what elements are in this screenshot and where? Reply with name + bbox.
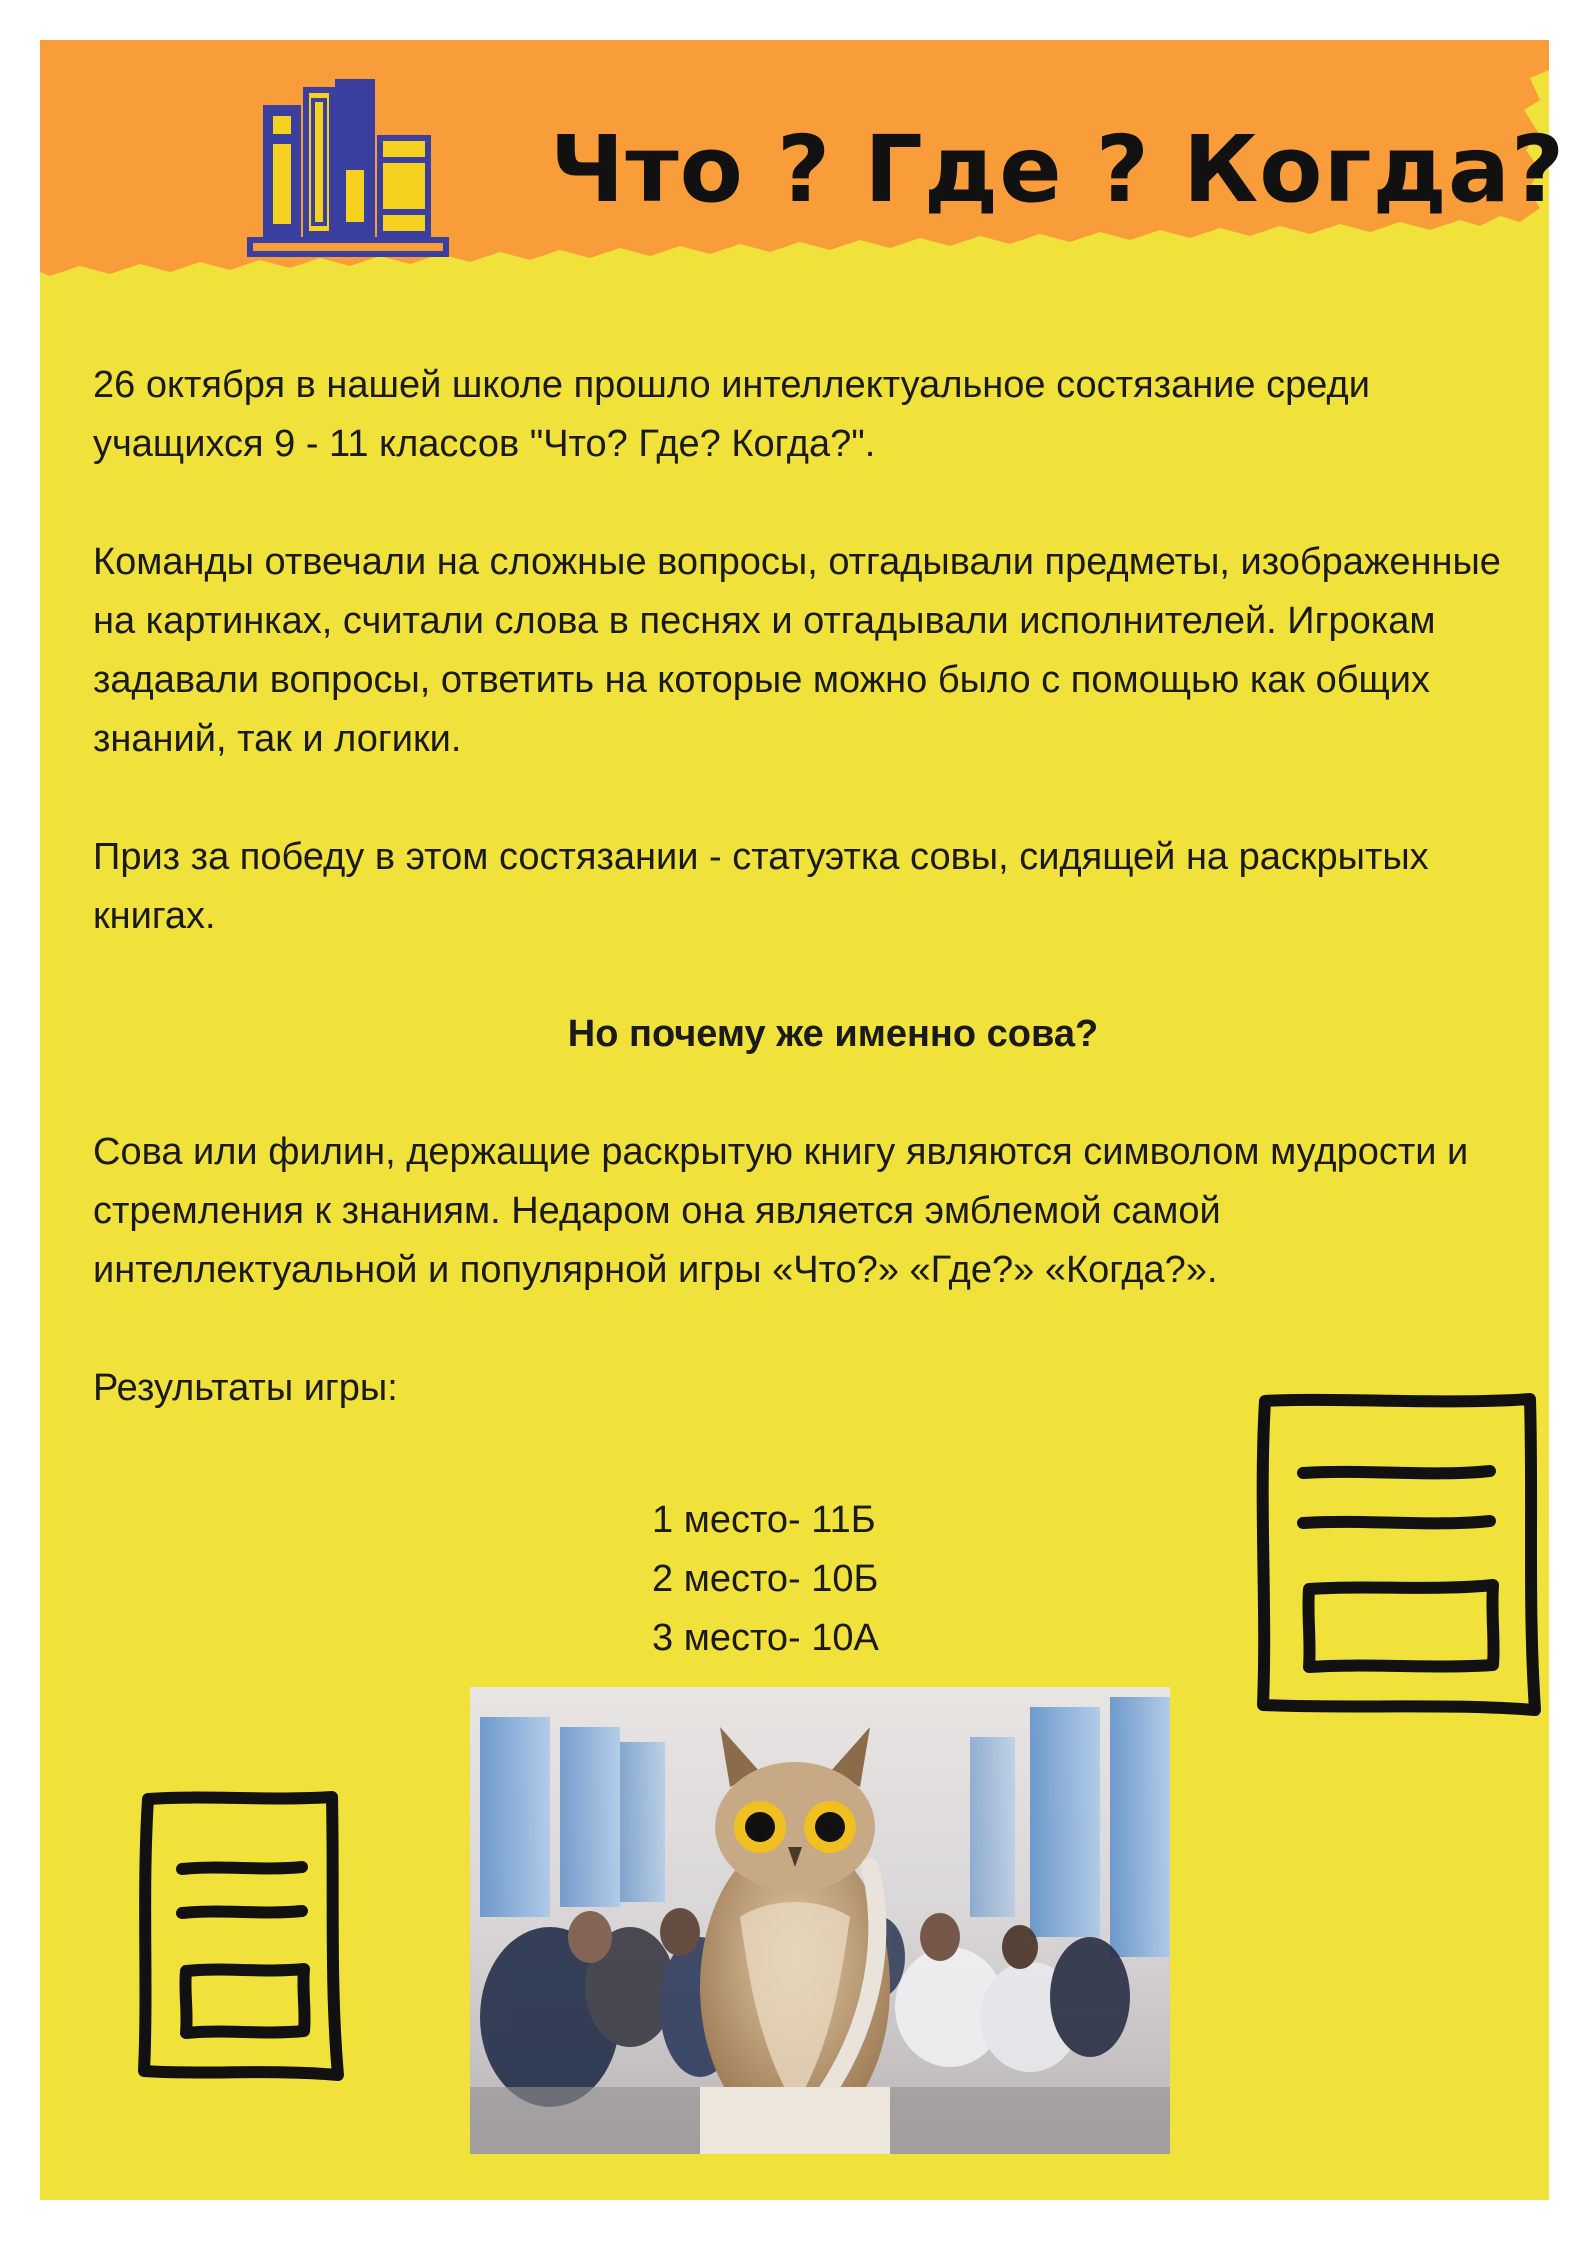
books-icon (210, 60, 450, 265)
section-heading: Но почему же именно сова? (567, 1013, 1099, 1055)
article-body (93, 356, 1503, 1418)
poster-page (40, 40, 1566, 2200)
paragraph-teams: Команды отвечали на сложные вопросы, отгадывали предметы, изображенные на картинках, считали слова в песнях и отгадывали исполнителей. Игрокам задавали вопросы, ответить на которые можно было с помощью как общих знаний, так и логики. (93, 541, 1501, 760)
result-first: 1 место- 11Б (652, 1499, 876, 1541)
paragraph-prize: Приз за победу в этом состязании - статуэтка совы, сидящей на раскрытых книгах. (93, 836, 1429, 937)
owl-statuette-photo (470, 1687, 1170, 2154)
paragraph-intro: 26 октября в нашей школе прошло интеллектуальное состязание среди учащихся 9 - 11 классов "Что? Где? Когда?". (93, 364, 1370, 465)
result-second: 2 место- 10Б (652, 1558, 879, 1600)
owl-statuette (700, 1727, 890, 2154)
paragraph-owl: Сова или филин, держащие раскрытую книгу являются символом мудрости и стремления к знаниям. Недаром она является эмблемой самой интеллектуальной и популярной игры «Что?» «Где?» «Когда?». (93, 1131, 1469, 1291)
document-icon (132, 1785, 352, 2090)
result-third: 3 место- 10А (652, 1617, 879, 1659)
document-icon (1245, 1385, 1555, 1730)
results-label: Результаты игры: (93, 1367, 398, 1409)
page-title: Что ? Где ? Когда? (550, 116, 1566, 223)
